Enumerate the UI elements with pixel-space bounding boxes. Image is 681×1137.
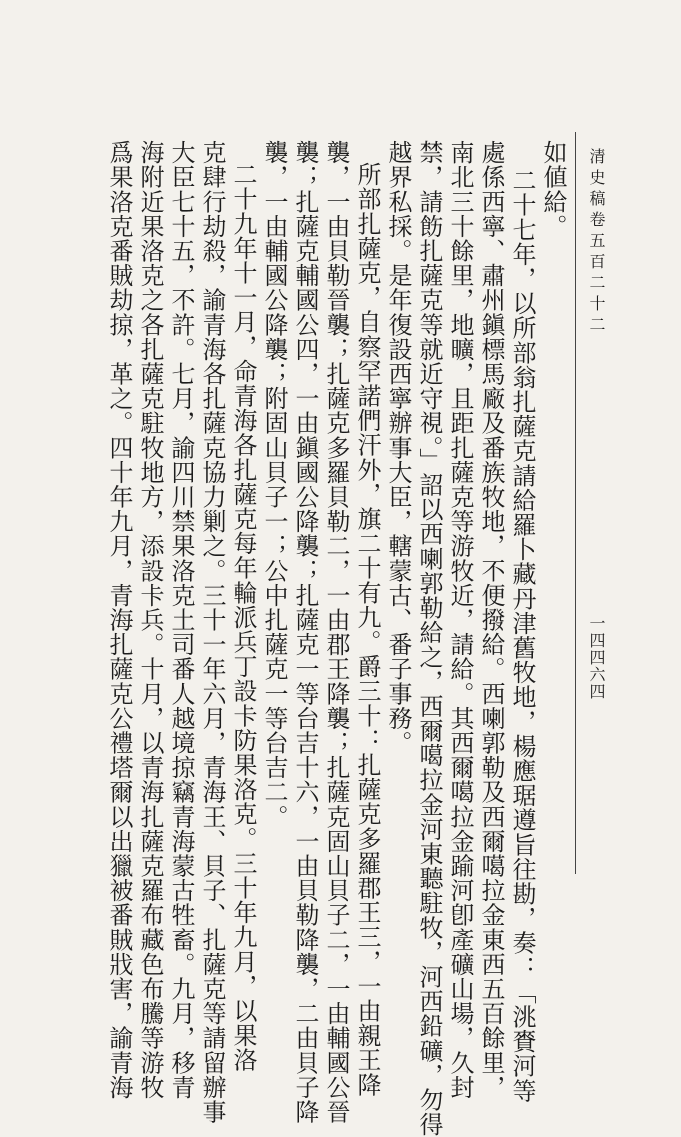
text-column: 所部扎薩克，自察罕諾們汗外，旗二十有九。爵三十：扎薩克多羅郡王三，一由親王降 xyxy=(353,162,381,1097)
text-column: 克肆行劫殺，諭青海各扎薩克協力剿之。三十一年六月，青海王、貝子、扎薩克等請留辦事 xyxy=(198,140,226,1124)
text-column: 南北三十餘里，地曠，且距扎薩克等游牧近，請給。其西爾噶拉金踰河卽產礦山場，久封 xyxy=(446,140,474,1100)
text-column: 二十七年，以所部翁扎薩克請給羅卜藏丹津舊牧地，楊應琚遵旨往勘，奏：「洮賚河等 xyxy=(508,168,536,1103)
text-column: 襲，一由輔國公降襲；附固山貝子一；公中扎薩克一等台吉二。 xyxy=(260,140,288,829)
text-column: 襲，一由貝勒晉襲；扎薩克多羅貝勒二，一由郡王降襲；扎薩克固山貝子二，一由輔國公晉 xyxy=(322,140,350,1124)
text-column: 大臣七十五，不許。七月，諭四川禁果洛克土司番人越境掠竊青海蒙古牲畜。九月，移青 xyxy=(167,140,195,1100)
text-column: 處係西寧、肅州鎭標馬廠及番族牧地，不便撥給。西喇郭勒及西爾噶拉金東西五百餘里， xyxy=(477,140,505,1100)
text-column: 禁，請飭扎薩克等就近守視。」詔以西喇郭勒給之，西爾噶拉金河東聽駐牧，河西鉛礦，勿得 xyxy=(415,140,443,1137)
text-column: 如値給。 xyxy=(539,140,567,239)
text-column: 越界私採。是年復設西寧辦事大臣，轄蒙古、番子事務。 xyxy=(384,140,412,755)
text-column: 海附近果洛克之各扎薩克駐牧地方，添設卡兵。十月，以青海扎薩克羅布藏色布騰等游牧 xyxy=(136,140,164,1100)
text-column: 二十九年十一月，命青海各扎薩克每年輪派兵丁設卡防果洛克。三十年九月，以果洛 xyxy=(229,162,257,1073)
running-header-title: 清史稿卷五百二十二 xyxy=(587,148,606,337)
text-column: 襲；扎薩克輔國公四，一由鎭國公降襲；扎薩克一等台吉十六，一由貝勒降襲，二由貝子降 xyxy=(291,140,319,1124)
page-number: 一四四六四 xyxy=(587,615,606,700)
text-column: 爲果洛克番賊劫掠，革之。四十年九月，青海扎薩克公禮塔爾以出獵被番賊戕害，諭青海 xyxy=(105,140,133,1100)
